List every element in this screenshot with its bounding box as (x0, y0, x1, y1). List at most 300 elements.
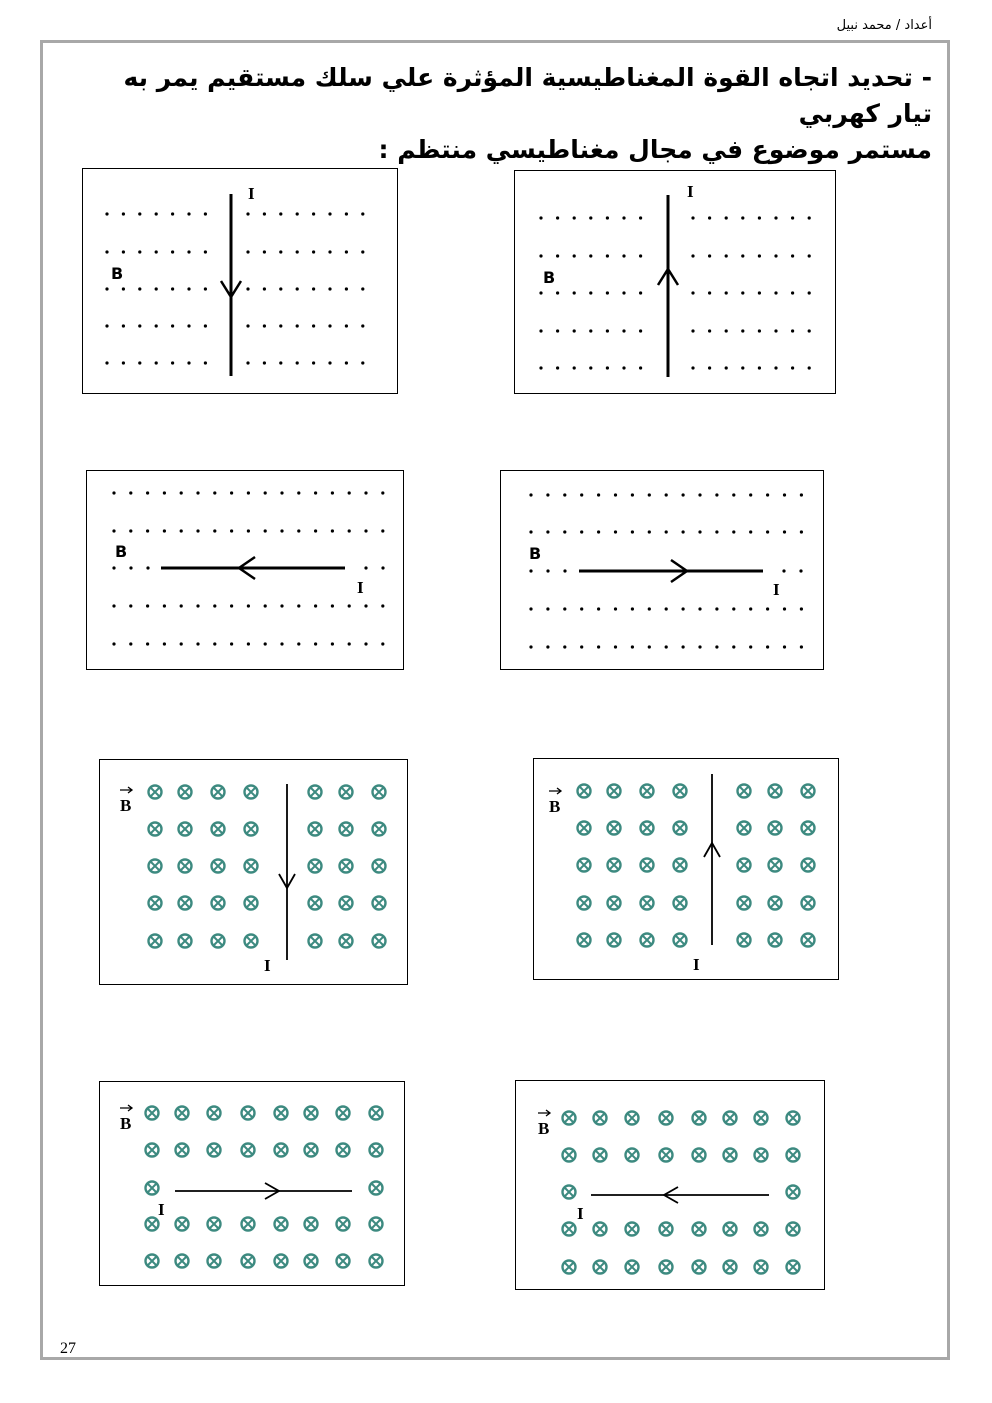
field-dot (196, 642, 199, 645)
field-cross-symbol (373, 823, 386, 836)
field-dot (556, 366, 559, 369)
field-cross-symbol (755, 1149, 768, 1162)
field-dot (361, 361, 364, 364)
field-cross-symbol (149, 786, 162, 799)
field-dot (725, 366, 728, 369)
field-dot (122, 287, 125, 290)
diagram-8-svg (516, 1081, 826, 1291)
field-dot (580, 493, 583, 496)
current-label: I (357, 578, 364, 597)
field-dot (180, 491, 183, 494)
field-cross-symbol (787, 1223, 800, 1236)
field-dot (171, 361, 174, 364)
field-dot (146, 642, 149, 645)
field-cross-symbol (755, 1112, 768, 1125)
field-dot (196, 491, 199, 494)
field-dot (749, 645, 752, 648)
field-cross-symbol (208, 1144, 221, 1157)
field-dot (783, 530, 786, 533)
field-dot (563, 645, 566, 648)
field-dot (155, 324, 158, 327)
field-dot (247, 642, 250, 645)
field-dot (631, 493, 634, 496)
field-cross-symbol (724, 1261, 737, 1274)
field-cross-symbol (212, 860, 225, 873)
field-dot (691, 216, 694, 219)
field-dot (247, 529, 250, 532)
field-cross-symbol (641, 822, 654, 835)
field-cross-symbol (626, 1261, 639, 1274)
field-dot (155, 212, 158, 215)
field-dot (361, 212, 364, 215)
field-dot (589, 366, 592, 369)
field-cross-symbol (340, 935, 353, 948)
field-dot (213, 529, 216, 532)
field-cross-symbol (370, 1182, 383, 1195)
field-dot (361, 250, 364, 253)
field-dot (297, 604, 300, 607)
field-dot (648, 645, 651, 648)
field-dot (348, 491, 351, 494)
field-dot (345, 250, 348, 253)
field-dot (314, 491, 317, 494)
field-dot (631, 607, 634, 610)
field-dot (105, 287, 108, 290)
field-dot (279, 324, 282, 327)
field-cross-symbol (660, 1112, 673, 1125)
field-dot (749, 607, 752, 610)
field-vector-label: B (549, 797, 561, 816)
field-dot (725, 254, 728, 257)
vector-arrow-icon (120, 787, 132, 793)
field-cross-symbol (212, 935, 225, 948)
diagram-panel-2 (514, 170, 836, 394)
field-dot (741, 366, 744, 369)
field-label: B (529, 544, 542, 563)
field-dot (230, 491, 233, 494)
field-cross-symbol (179, 897, 192, 910)
field-dot (129, 491, 132, 494)
field-dot (808, 254, 811, 257)
field-dot (732, 493, 735, 496)
field-dot (345, 287, 348, 290)
field-crosses (146, 1107, 383, 1268)
field-dot (529, 530, 532, 533)
field-dot (345, 361, 348, 364)
field-dot (665, 530, 668, 533)
field-dot (622, 366, 625, 369)
field-cross-symbol (370, 1218, 383, 1231)
field-dot (546, 607, 549, 610)
field-dot (230, 604, 233, 607)
field-dot (138, 250, 141, 253)
field-cross-symbol (208, 1218, 221, 1231)
field-dot (774, 329, 777, 332)
field-cross-symbol (738, 822, 751, 835)
field-dot (791, 216, 794, 219)
field-cross-symbol (245, 823, 258, 836)
field-dot (606, 291, 609, 294)
field-dot (741, 254, 744, 257)
field-dot (187, 287, 190, 290)
field-cross-symbol (641, 785, 654, 798)
field-dot (766, 530, 769, 533)
field-dot (171, 212, 174, 215)
field-dot (589, 254, 592, 257)
field-dot (556, 254, 559, 257)
field-dot (381, 529, 384, 532)
field-dot (725, 329, 728, 332)
title-line-1: - تحديد اتجاه القوة المغناطيسية المؤثرة علي سلك مستقيم يمر به تيار كهربي (123, 63, 932, 128)
field-dot (331, 529, 334, 532)
field-cross-symbol (340, 823, 353, 836)
field-dot (597, 607, 600, 610)
field-cross-symbol (626, 1223, 639, 1236)
field-cross-symbol (305, 1107, 318, 1120)
field-dot (364, 491, 367, 494)
field-cross-symbol (275, 1144, 288, 1157)
field-dot (774, 216, 777, 219)
field-dot (345, 212, 348, 215)
field-cross-symbol (245, 935, 258, 948)
diagram-5-svg (100, 760, 409, 986)
field-cross-symbol (176, 1218, 189, 1231)
diagram-2-svg (515, 171, 837, 395)
field-dot (741, 216, 744, 219)
field-dot (246, 212, 249, 215)
field-dot (631, 530, 634, 533)
field-dot (691, 366, 694, 369)
field-cross-symbol (578, 822, 591, 835)
vector-arrow-icon (538, 1110, 550, 1116)
field-dot (328, 287, 331, 290)
field-dot (665, 645, 668, 648)
diagram-1-svg (83, 169, 399, 395)
field-dot (715, 493, 718, 496)
field-dot (280, 604, 283, 607)
field-dot (129, 529, 132, 532)
field-cross-symbol (738, 934, 751, 947)
field-dot (331, 491, 334, 494)
field-dot (766, 645, 769, 648)
field-cross-symbol (769, 785, 782, 798)
field-dot (606, 254, 609, 257)
diagram-7-svg (100, 1082, 406, 1287)
field-cross-symbol (594, 1223, 607, 1236)
field-dot (297, 491, 300, 494)
field-dot (279, 250, 282, 253)
field-cross-symbol (275, 1255, 288, 1268)
field-dot (312, 287, 315, 290)
field-dot (800, 645, 803, 648)
field-cross-symbol (802, 785, 815, 798)
field-dot (312, 212, 315, 215)
vector-arrow-icon (549, 788, 561, 794)
field-vector-label: B (120, 1114, 132, 1133)
field-cross-symbol (340, 786, 353, 799)
field-dot (589, 329, 592, 332)
field-dot (328, 324, 331, 327)
field-dot (639, 329, 642, 332)
field-dot (563, 607, 566, 610)
field-dot (187, 212, 190, 215)
field-dot (791, 254, 794, 257)
field-dot (171, 287, 174, 290)
field-dot (800, 493, 803, 496)
field-cross-symbol (212, 786, 225, 799)
field-cross-symbol (787, 1186, 800, 1199)
field-dot (791, 329, 794, 332)
field-dot (783, 645, 786, 648)
field-dot (539, 216, 542, 219)
field-dot (682, 530, 685, 533)
field-dot (529, 645, 532, 648)
field-crosses (578, 785, 815, 947)
field-dot (129, 642, 132, 645)
field-dot (665, 493, 668, 496)
field-dot (297, 642, 300, 645)
field-cross-symbol (787, 1112, 800, 1125)
field-cross-symbol (674, 785, 687, 798)
field-cross-symbol (641, 897, 654, 910)
field-dot (708, 329, 711, 332)
field-dot (539, 329, 542, 332)
field-crosses (149, 786, 386, 948)
field-cross-symbol (208, 1107, 221, 1120)
field-cross-symbol (146, 1218, 159, 1231)
field-dot (146, 491, 149, 494)
field-dot (691, 329, 694, 332)
diagram-panel-5 (99, 759, 408, 985)
field-dot (708, 366, 711, 369)
field-dot (563, 530, 566, 533)
field-dot (204, 212, 207, 215)
field-dot (279, 212, 282, 215)
field-dot (204, 287, 207, 290)
field-cross-symbol (245, 786, 258, 799)
field-cross-symbol (242, 1255, 255, 1268)
field-dot (758, 291, 761, 294)
field-dot (691, 254, 694, 257)
field-dot (741, 291, 744, 294)
field-dot (187, 324, 190, 327)
field-dot (529, 493, 532, 496)
field-dot (808, 329, 811, 332)
field-dot (741, 329, 744, 332)
field-dot (791, 366, 794, 369)
field-dot (314, 642, 317, 645)
field-dot (213, 491, 216, 494)
field-dot (546, 645, 549, 648)
field-cross-symbol (724, 1223, 737, 1236)
field-dot (246, 361, 249, 364)
field-dot (725, 216, 728, 219)
field-dot (263, 212, 266, 215)
field-cross-symbol (787, 1261, 800, 1274)
field-cross-symbol (305, 1144, 318, 1157)
field-dot (263, 324, 266, 327)
field-cross-symbol (660, 1261, 673, 1274)
field-dot (361, 324, 364, 327)
field-dot (296, 324, 299, 327)
field-dot (573, 216, 576, 219)
field-cross-symbol (212, 897, 225, 910)
field-cross-symbol (340, 897, 353, 910)
field-cross-symbol (724, 1149, 737, 1162)
field-dot (529, 607, 532, 610)
field-vector-label: B (538, 1119, 550, 1138)
field-cross-symbol (660, 1149, 673, 1162)
field-cross-symbol (337, 1144, 350, 1157)
field-cross-symbol (802, 897, 815, 910)
field-dot (573, 291, 576, 294)
field-dot (163, 529, 166, 532)
field-dot (230, 642, 233, 645)
field-cross-symbol (738, 785, 751, 798)
field-cross-symbol (337, 1107, 350, 1120)
field-dot (563, 493, 566, 496)
field-cross-symbol (176, 1144, 189, 1157)
field-crosses-wire-row (563, 1186, 800, 1199)
field-dot (698, 493, 701, 496)
field-cross-symbol (373, 897, 386, 910)
field-dot (163, 604, 166, 607)
field-cross-symbol (608, 897, 621, 910)
field-dot (682, 493, 685, 496)
field-dot (783, 607, 786, 610)
field-dot (213, 642, 216, 645)
field-dot (732, 645, 735, 648)
field-dot (546, 530, 549, 533)
field-dot (155, 361, 158, 364)
field-dot (597, 645, 600, 648)
field-dot (122, 250, 125, 253)
field-dot (589, 291, 592, 294)
diagram-panel-3 (86, 470, 404, 670)
field-dot (280, 529, 283, 532)
field-dot (296, 212, 299, 215)
field-cross-symbol (309, 935, 322, 948)
field-cross-symbol (674, 859, 687, 872)
field-cross-symbol (693, 1223, 706, 1236)
field-dot (758, 216, 761, 219)
field-dot (155, 287, 158, 290)
diagram-panel-8 (515, 1080, 825, 1290)
field-dot (556, 329, 559, 332)
field-dot (246, 287, 249, 290)
field-dot (279, 287, 282, 290)
field-cross-symbol (626, 1149, 639, 1162)
field-dot (708, 254, 711, 257)
diagram-4-svg (501, 471, 825, 671)
field-dot (732, 530, 735, 533)
field-dot (264, 491, 267, 494)
field-cross-symbol (641, 934, 654, 947)
field-dot (648, 530, 651, 533)
field-dot (263, 361, 266, 364)
field-dot (328, 212, 331, 215)
field-dot (138, 212, 141, 215)
field-dot (580, 645, 583, 648)
current-label: I (158, 1200, 165, 1219)
field-dot (682, 607, 685, 610)
field-cross-symbol (738, 859, 751, 872)
field-cross-symbol (578, 859, 591, 872)
vector-arrow-icon (120, 1105, 132, 1111)
field-dot (698, 645, 701, 648)
current-label: I (687, 182, 694, 201)
field-cross-symbol (578, 897, 591, 910)
field-dot (774, 254, 777, 257)
field-dot (187, 361, 190, 364)
field-dot (622, 291, 625, 294)
field-cross-symbol (340, 860, 353, 873)
field-dot (381, 491, 384, 494)
field-dot (749, 493, 752, 496)
diagram-panel-4 (500, 470, 824, 670)
field-dot (312, 250, 315, 253)
field-cross-symbol (179, 935, 192, 948)
field-dot (614, 645, 617, 648)
field-dot (187, 250, 190, 253)
field-dot (246, 250, 249, 253)
field-cross-symbol (563, 1186, 576, 1199)
field-dot (556, 291, 559, 294)
field-cross-symbol (608, 859, 621, 872)
field-dot (296, 287, 299, 290)
field-cross-symbol (242, 1107, 255, 1120)
field-cross-symbol (693, 1149, 706, 1162)
field-dot (808, 366, 811, 369)
field-cross-symbol (802, 859, 815, 872)
field-dot (331, 604, 334, 607)
field-dot (105, 361, 108, 364)
field-cross-symbol (769, 822, 782, 835)
field-dot (665, 607, 668, 610)
current-label: I (773, 580, 780, 599)
field-cross-symbol (149, 897, 162, 910)
field-dot (180, 529, 183, 532)
field-dot (639, 291, 642, 294)
field-cross-symbol (578, 785, 591, 798)
field-dot (800, 530, 803, 533)
diagram-6-svg (534, 759, 840, 981)
field-dot (606, 329, 609, 332)
field-cross-symbol (242, 1218, 255, 1231)
field-dot (171, 250, 174, 253)
field-crosses (563, 1112, 800, 1274)
current-label: I (693, 955, 700, 974)
field-cross-symbol (370, 1255, 383, 1268)
field-dot (573, 366, 576, 369)
field-dot (715, 607, 718, 610)
field-dot (204, 250, 207, 253)
field-dot (639, 366, 642, 369)
field-cross-symbol (563, 1223, 576, 1236)
field-dot (622, 329, 625, 332)
field-cross-symbol (373, 860, 386, 873)
field-dot (204, 324, 207, 327)
field-cross-symbol (309, 860, 322, 873)
field-dot (328, 361, 331, 364)
field-dot (122, 324, 125, 327)
field-dot (698, 607, 701, 610)
field-dot (213, 604, 216, 607)
field-dot (122, 212, 125, 215)
field-dot (622, 216, 625, 219)
field-dot (622, 254, 625, 257)
field-dot (682, 645, 685, 648)
